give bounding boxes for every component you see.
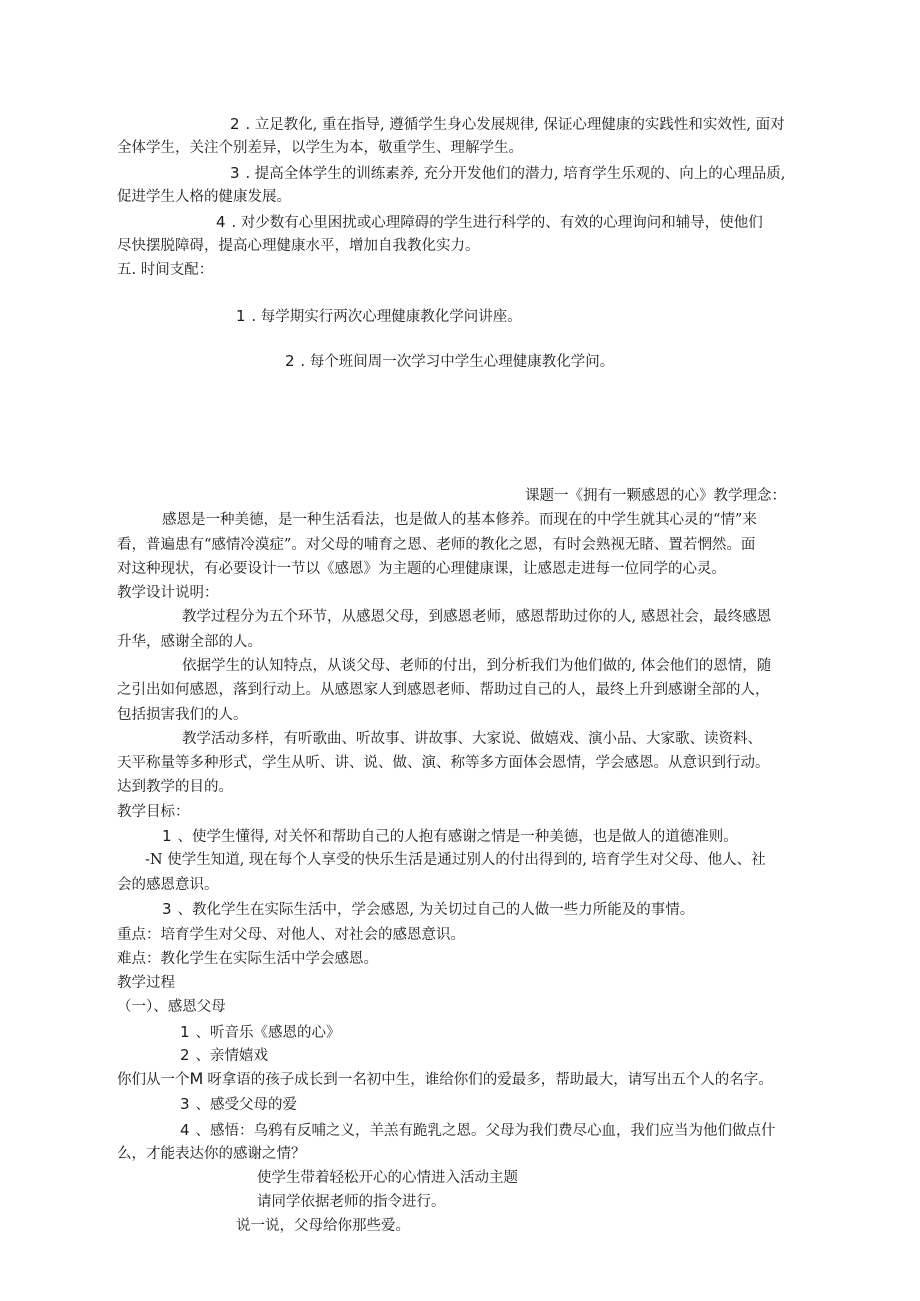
paragraph-line: 感恩是一种美德，是一种生活看法，也是做人的基本修养。而现在的中学生就其心灵的“情”来 xyxy=(162,512,757,528)
ocr-glyph: M xyxy=(189,1069,204,1088)
paragraph-line xyxy=(285,351,614,371)
list-number: 2 xyxy=(285,352,295,370)
lesson-title: 课题一《拥有一颗感恩的心》教学理念： xyxy=(525,488,786,504)
list-number: 1 xyxy=(180,1023,190,1041)
line-text: . 每个班间周一次学习中学生心理健康教化学问。 xyxy=(300,354,615,370)
section-heading: （一）、感恩父母 xyxy=(117,999,226,1015)
line-text: 你们从一个 xyxy=(117,1072,190,1088)
paragraph-line xyxy=(216,212,763,232)
line-text: 、听音乐《感恩的心》 xyxy=(195,1025,341,1041)
paragraph-line: 看，普遍患有“感情冷漠症”。对父母的哺育之恩、老师的教化之恩，有时会熟视无睹、置若惘然。面 xyxy=(117,537,756,553)
paragraph-line: 升华，感谢全部的人。 xyxy=(117,634,262,650)
list-number: 4 xyxy=(216,213,226,231)
section-heading: 教学设计说明： xyxy=(117,585,219,601)
paragraph-line: 重点：培育学生对父母、对他人、对社会的感恩意识。 xyxy=(117,927,465,943)
section-heading: 五. 时间支配： xyxy=(117,262,214,278)
line-text: . 立足教化, 重在指导, 遵循学生身心发展规律, 保证心理健康的实践性和实效性, 面对 xyxy=(245,117,785,133)
section-heading: 教学过程 xyxy=(117,975,175,991)
paragraph-line: 说一说，父母给你那些爱。 xyxy=(236,1218,410,1234)
line-text: 、教化学生在实际生活中，学会感恩, 为关切过自己的人做一些力所能及的事情。 xyxy=(177,902,695,918)
paragraph-line: 会的感恩意识。 xyxy=(117,877,219,893)
paragraph-line: -N 使学生知道, 现在每个人享受的快乐生活是通过别人的付出得到的, 培育学生对父母、他人、社 xyxy=(145,852,766,868)
paragraph-line xyxy=(162,899,694,919)
line-text: 、感悟：乌鸦有反哺之义，羊羔有跪乳之恩。父母为我们费尽心血，我们应当为他们做点什 xyxy=(195,1123,776,1139)
paragraph-line: 达到教学的目的。 xyxy=(117,779,233,795)
paragraph-line xyxy=(230,163,785,183)
paragraph-line: 依据学生的认知特点，从谈父母、老师的付出，到分析我们为他们做的, 体会他们的恩情，随 xyxy=(182,658,772,674)
paragraph-line xyxy=(180,1045,268,1065)
line-text: 、亲情嬉戏 xyxy=(195,1048,269,1064)
line-text: 、使学生懂得, 对关怀和帮助自己的人抱有感谢之情是一种美德，也是做人的道德准则。 xyxy=(177,829,738,845)
paragraph-line: 教学活动多样，有听歌曲、听故事、讲故事、大家说、做嬉戏、演小品、大家歌、读资料、 xyxy=(182,731,762,747)
line-text: . 提高全体学生的训练素养, 充分开发他们的潜力, 培育学生乐观的、向上的心理品质, xyxy=(245,166,786,182)
paragraph-line: 教学过程分为五个环节，从感恩父母，到感恩老师，感恩帮助过你的人, 感恩社会，最终感恩 xyxy=(182,609,772,625)
line-text: . 每学期实行两次心理健康教化学问讲座。 xyxy=(251,309,522,325)
list-number: 1 xyxy=(236,307,246,325)
paragraph-line: 请同学依据老师的指令进行。 xyxy=(257,1194,446,1210)
paragraph-line: 包括损害我们的人。 xyxy=(117,707,248,723)
list-number: 2 xyxy=(180,1046,190,1064)
paragraph-line xyxy=(230,114,785,134)
paragraph-line: 促进学生人格的健康发展。 xyxy=(117,189,291,205)
paragraph-line: 么，才能表达你的感谢之情？ xyxy=(117,1146,306,1162)
paragraph-line xyxy=(162,826,738,846)
paragraph-line xyxy=(180,1094,297,1114)
line-text: 、感受父母的爱 xyxy=(195,1097,298,1113)
paragraph-line: 对这种现状，有必要设计一节以《感恩》为主题的心理健康课，让感恩走进每一位同学的心灵。 xyxy=(117,561,726,577)
paragraph-line: 使学生带着轻松开心的心情进入活动主题 xyxy=(257,1170,518,1186)
paragraph-line: 全体学生，关注个别差异，以学生为本，敬重学生、理解学生。 xyxy=(117,140,523,156)
paragraph-line xyxy=(180,1120,776,1140)
list-number: 2 xyxy=(230,115,240,133)
list-number: 3 xyxy=(180,1095,190,1113)
paragraph-line: 天平称量等多种形式，学生从听、讲、说、做、演、称等多方面体会恩情，学会感恩。从意识到行动。 xyxy=(117,755,770,771)
section-heading: 教学目标： xyxy=(117,804,190,820)
list-number: 3 xyxy=(162,900,172,918)
paragraph-line: 难点：教化学生在实际生活中学会感恩。 xyxy=(117,951,378,967)
list-number: 4 xyxy=(180,1121,190,1139)
paragraph-line xyxy=(117,1069,773,1089)
paragraph-line xyxy=(180,1022,341,1042)
line-text: . 对少数有心里困扰或心理障碍的学生进行科学的、有效的心理询问和辅导，使他们 xyxy=(231,215,763,231)
paragraph-line: 尽快摆脱障碍，提高心理健康水平，增加自我教化实力。 xyxy=(117,238,480,254)
paragraph-line: 之引出如何感恩，落到行动上。从感恩家人到感恩老师、帮助过自己的人，最终上升到感谢全部的人， xyxy=(117,682,770,698)
line-text: 呀拿语的孩子成长到一名初中生，谁给你们的爱最多，帮助最大，请写出五个人的名字。 xyxy=(207,1072,773,1088)
list-number: 3 xyxy=(230,164,240,182)
paragraph-line xyxy=(236,306,522,326)
list-number: 1 xyxy=(162,827,172,845)
